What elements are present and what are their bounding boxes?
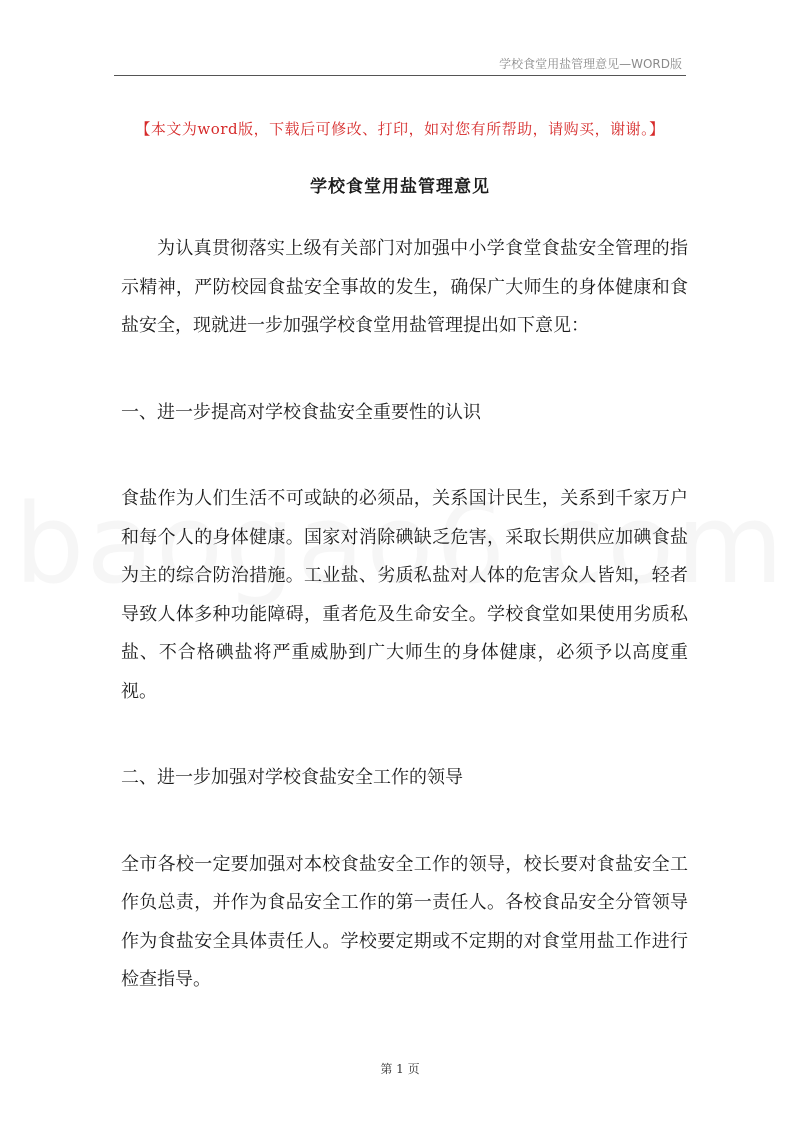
- section-heading-2: 二、进一步加强对学校食盐安全工作的领导: [121, 767, 463, 788]
- header-title: 学校食堂用盐管理意见—WORD版: [499, 57, 682, 71]
- section-body-1: 食盐作为人们生活不可或缺的必须品，关系国计民生，关系到千家万户和每个人的身体健康。国家对消除碘缺乏危害，采取长期供应加碘食盐为主的综合防治措施。工业盐、劣质私盐对人体的危害众人皆知，轻者导致人体多种功能障碍，重者危及生命安全。学校食堂如果使用劣质私盐、不合格碘盐将严重威胁到广大师生的身体健康，必须予以高度重视。: [121, 488, 688, 702]
- download-notice: 【本文为word版，下载后可修改、打印，如对您有所帮助，请购买，谢谢。】: [135, 120, 665, 138]
- page-number: 第 1 页: [380, 1062, 420, 1076]
- section-heading-1: 一、进一步提高对学校食盐安全重要性的认识: [121, 401, 481, 423]
- intro-paragraph: 为认真贯彻落实上级有关部门对加强中小学食堂食盐安全管理的指示精神，严防校园食盐安全事故的发生，确保广大师生的身体健康和食盐安全，现就进一步加强学校食堂用盐管理提出如下意见：: [121, 238, 688, 336]
- section-body-2: 全市各校一定要加强对本校食盐安全工作的领导，校长要对食盐安全工作负总责，并作为食品安全工作的第一责任人。各校食品安全分管领导作为食盐安全具体责任人。学校要定期或不定期的对食堂用盐工作进行检查指导。: [121, 853, 688, 990]
- header-divider: [114, 75, 686, 76]
- document-body: [121, 230, 688, 1000]
- document-title: 学校食堂用盐管理意见: [310, 177, 490, 197]
